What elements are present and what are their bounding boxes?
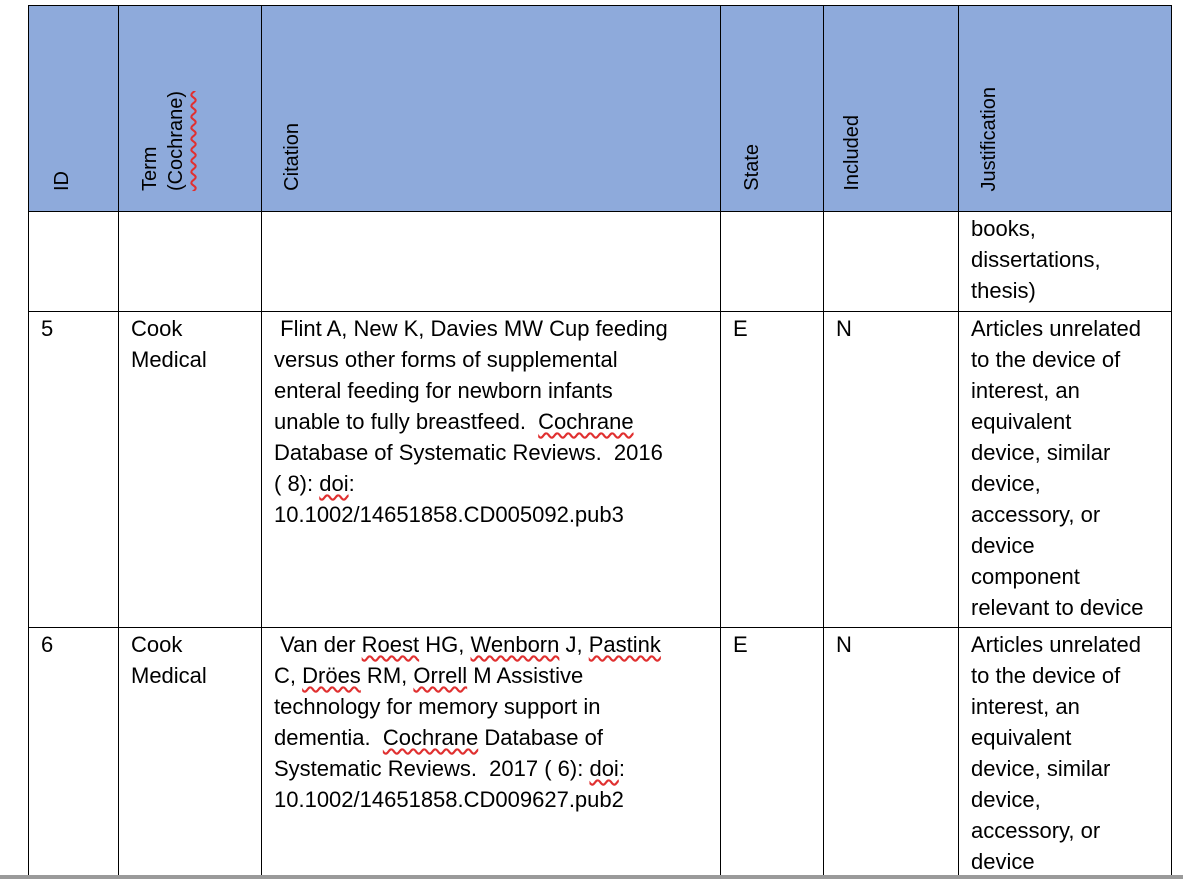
cell-state — [721, 212, 824, 312]
spellcheck-word: Wenborn — [470, 632, 560, 657]
header-term-line1: Term — [139, 146, 161, 191]
cell-id — [29, 212, 119, 312]
justification-text: Articles unrelated to the device of interest, an equivalent device, similar device, accessory, or device component relevant to device — [971, 316, 1144, 620]
cell-justification — [959, 212, 1172, 312]
header-included-label: Included — [841, 115, 863, 191]
citation-segment: HG, — [419, 632, 471, 657]
header-state — [721, 6, 824, 212]
cell-term — [119, 312, 262, 628]
page-bottom-divider — [0, 875, 1183, 879]
spellcheck-word: Cochrane — [538, 409, 634, 434]
citation-segment: Database of Systematic Reviews. 2017 ( 6): — [274, 725, 603, 781]
cell-id — [29, 628, 119, 879]
citation-text — [274, 313, 708, 530]
header-state-label: State — [741, 144, 763, 191]
justification-text: Articles unrelated to the device of interest, an equivalent device, similar device, accessory, or device — [971, 632, 1141, 874]
citation-segment: M Assistive technology for memory support in dementia. — [274, 663, 601, 750]
cell-included — [824, 212, 959, 312]
spellcheck-word: Dröes — [302, 663, 361, 688]
citation-segment: Database of Systematic Reviews. 2016 ( 8): — [274, 440, 663, 496]
cell-included — [824, 628, 959, 879]
cell-id — [29, 312, 119, 628]
state-text: E — [733, 316, 748, 341]
citation-segment: : 10.1002/14651858.CD005092.pub3 — [274, 471, 624, 527]
citation-segment: RM, — [360, 663, 414, 688]
included-text: N — [836, 316, 852, 341]
cell-included — [824, 312, 959, 628]
cell-citation — [262, 312, 721, 628]
citation-segment: C, — [274, 663, 296, 688]
spellcheck-word: Cochrane — [382, 725, 479, 750]
id-text: 6 — [41, 632, 54, 657]
state-text: E — [733, 632, 748, 657]
term-text: Cook Medical — [131, 632, 207, 688]
header-citation — [262, 6, 721, 212]
header-justification — [959, 6, 1172, 212]
header-justification-label: Justification — [978, 86, 1000, 191]
spellcheck-word: Roest — [361, 632, 420, 657]
spellcheck-word: doi — [319, 471, 349, 496]
cell-citation — [262, 212, 721, 312]
spellcheck-word: Orrell — [413, 663, 468, 688]
citation-segment: J, — [559, 632, 589, 657]
header-included — [824, 6, 959, 212]
citation-text — [274, 629, 708, 815]
justification-text: books, dissertations, thesis) — [971, 216, 1101, 303]
cell-citation — [262, 628, 721, 879]
id-text: 5 — [41, 316, 54, 341]
cell-justification — [959, 628, 1172, 879]
header-term-label — [137, 91, 189, 191]
cell-term — [119, 212, 262, 312]
citation-segment: : 10.1002/14651858.CD009627.pub2 — [274, 756, 625, 812]
header-term — [119, 6, 262, 212]
cell-state — [721, 628, 824, 879]
header-id-label: ID — [51, 171, 73, 191]
table-row-continuation — [29, 212, 1172, 312]
header-id — [29, 6, 119, 212]
cell-state — [721, 312, 824, 628]
search-results-table — [28, 5, 1172, 879]
table-row — [29, 312, 1172, 628]
cell-justification — [959, 312, 1172, 628]
table-row — [29, 628, 1172, 879]
spellcheck-word: doi — [589, 756, 619, 781]
term-text: Cook Medical — [131, 316, 207, 372]
header-term-line2: (Cochrane) — [165, 90, 187, 191]
citation-segment: Flint A, New K, Davies MW Cup feeding versus other forms of supplemental enteral feeding for newborn infants unable to fully breastfeed. — [274, 316, 668, 434]
citation-segment: Van der — [274, 632, 362, 657]
included-text: N — [836, 632, 852, 657]
table-header-row — [29, 6, 1172, 212]
cell-term — [119, 628, 262, 879]
spellcheck-word: Pastink — [588, 632, 661, 657]
header-citation-label: Citation — [281, 123, 303, 191]
